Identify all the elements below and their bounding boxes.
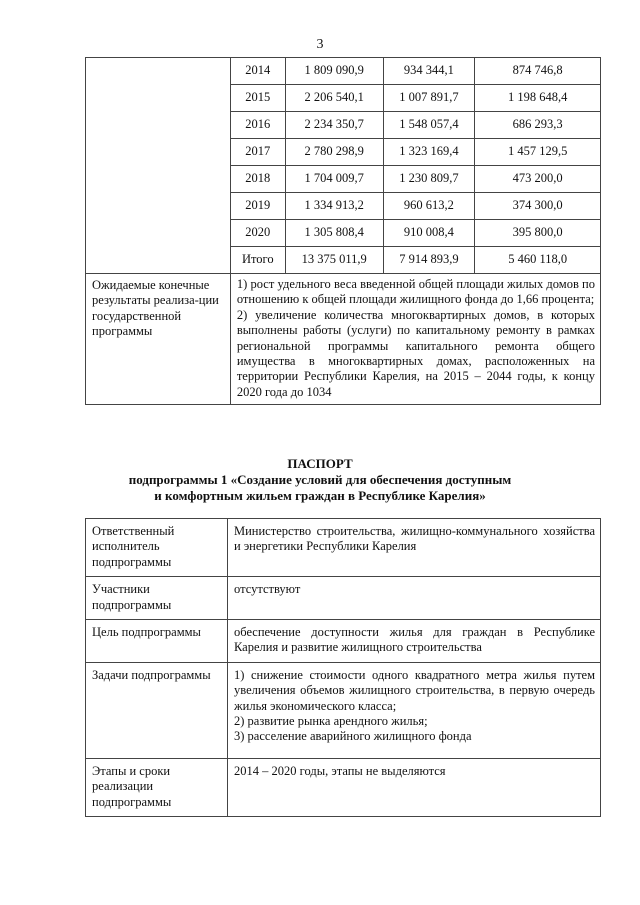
year-cell: 2017: [230, 139, 285, 166]
source1-cell: 1 007 891,7: [383, 85, 475, 112]
passport-table: [85, 518, 601, 817]
row-label: Участники подпрограммы: [86, 577, 228, 620]
table-row: [86, 577, 601, 620]
year-cell: 2015: [230, 85, 285, 112]
source2-cell: 686 293,3: [475, 112, 601, 139]
year-cell: 2016: [230, 112, 285, 139]
source1-cell: 1 548 057,4: [383, 112, 475, 139]
year-cell: 2020: [230, 220, 285, 247]
row-label: Задачи подпрограммы: [86, 662, 228, 758]
total-cell: 1 334 913,2: [285, 193, 383, 220]
source2-cell: 473 200,0: [475, 166, 601, 193]
source2-cell: 1 457 129,5: [475, 139, 601, 166]
source1-cell: 960 613,2: [383, 193, 475, 220]
row-label: Ответственный исполнитель подпрограммы: [86, 519, 228, 577]
total-label-cell: Итого: [230, 247, 285, 274]
result-item: 1) рост удельного веса введенной общей площади жилых домов по отношению к общей площади жилищного фонда до 1,66 процента;: [236, 277, 595, 307]
passport-title: ПАСПОРТ: [287, 456, 353, 471]
source1-cell: 1 323 169,4: [383, 139, 475, 166]
empty-label-cell: [86, 58, 231, 274]
task-item: 3) расселение аварийного жилищного фонда: [234, 729, 472, 744]
total-cell: 1 704 009,7: [285, 166, 383, 193]
results-value: [230, 274, 600, 405]
source2-cell: 874 746,8: [475, 58, 601, 85]
row-value: отсутствуют: [228, 577, 601, 620]
total-cell: 1 305 808,4: [285, 220, 383, 247]
table-row: [86, 662, 601, 758]
row-value: 2014 – 2020 годы, этапы не выделяются: [228, 758, 601, 816]
row-label: Этапы и сроки реализации подпрограммы: [86, 758, 228, 816]
source2-cell: 374 300,0: [475, 193, 601, 220]
table-row: [86, 620, 601, 663]
source1-cell: 7 914 893,9: [383, 247, 475, 274]
year-cell: 2014: [230, 58, 285, 85]
source2-cell: 395 800,0: [475, 220, 601, 247]
results-label: Ожидаемые конечные результаты реализа-ции государственной программы: [86, 274, 231, 405]
source1-cell: 910 008,4: [383, 220, 475, 247]
task-item: 1) снижение стоимости одного квадратного метра жилья путем увеличения объемов жилищного строительства, в первую очередь жилья экономического класса;: [234, 667, 595, 713]
row-label: Цель подпрограммы: [86, 620, 228, 663]
year-cell: 2018: [230, 166, 285, 193]
total-cell: 13 375 011,9: [285, 247, 383, 274]
financing-table: [85, 57, 601, 405]
row-value: обеспечение доступности жилья для граждан в Республике Карелия и развитие жилищного строительства: [228, 620, 601, 663]
page-number: 3: [316, 37, 324, 52]
task-item: 2) развитие рынка арендного жилья;: [234, 714, 428, 729]
source1-cell: 1 230 809,7: [383, 166, 475, 193]
total-cell: 2 234 350,7: [285, 112, 383, 139]
passport-subtitle-line1: подпрограммы 1 «Создание условий для обеспечения доступным: [128, 472, 512, 487]
row-value: Министерство строительства, жилищно-коммунального хозяйства и энергетики Республики Карелия: [228, 519, 601, 577]
source2-cell: 5 460 118,0: [475, 247, 601, 274]
total-cell: 1 809 090,9: [285, 58, 383, 85]
table-row: [86, 519, 601, 577]
source2-cell: 1 198 648,4: [475, 85, 601, 112]
year-cell: 2019: [230, 193, 285, 220]
total-cell: 2 206 540,1: [285, 85, 383, 112]
results-row: [86, 274, 601, 405]
row-value: [228, 662, 601, 758]
total-cell: 2 780 298,9: [285, 139, 383, 166]
table-row: [86, 758, 601, 816]
result-item: 2) увеличение количества многоквартирных домов, в которых выполнены работы (услуги) по капитальному ремонту в рамках региональной программы капитального ремонта общего имущества в многоквартирных домах, расположенных на территории Республики Карелия, на 2015 – 2044 годы, к концу 2020 года до 1034: [236, 307, 595, 399]
source1-cell: 934 344,1: [383, 58, 475, 85]
passport-subtitle-line2: и комфортным жильем граждан в Республике Карелия»: [154, 488, 486, 503]
table-row: [86, 58, 601, 85]
